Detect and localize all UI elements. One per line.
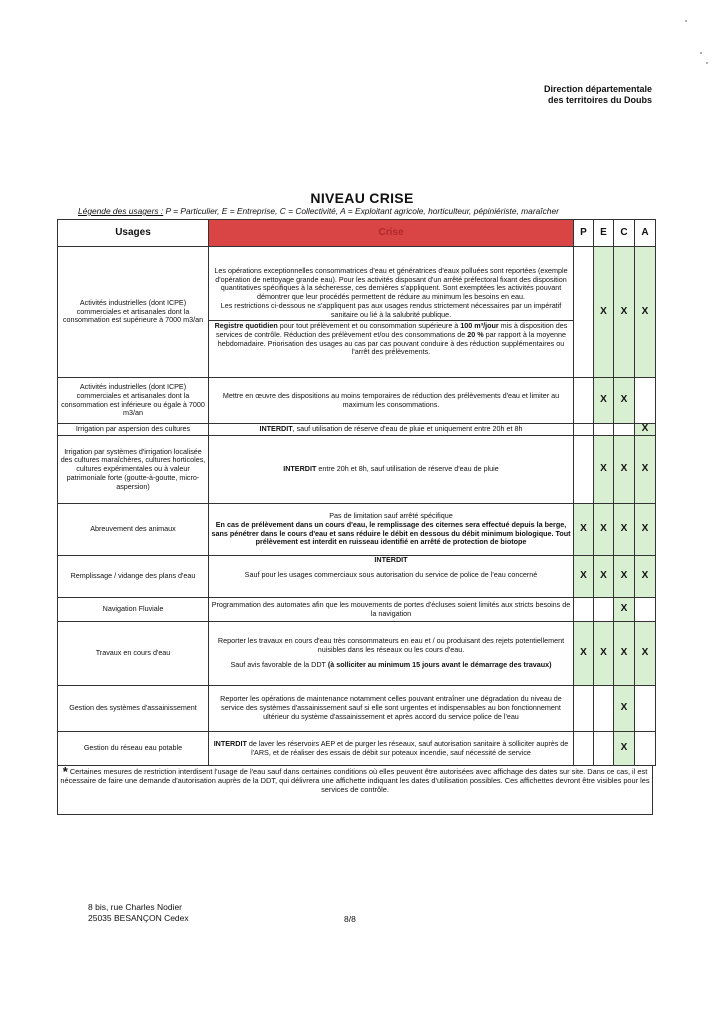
footnote <box>57 765 653 815</box>
mark-c: X <box>614 598 635 622</box>
mark-p <box>574 247 594 378</box>
issuer-line-2: des territoires du Doubs <box>547 95 652 105</box>
mark-c: X <box>614 436 635 504</box>
header-a: A <box>635 220 656 247</box>
usage-cell: Irrigation par aspersion des cultures <box>58 424 209 436</box>
mark-p <box>574 378 594 424</box>
rule-text: par rapport à la moyenne hebdomadaire. Priorisation des usages au cas par cas pouvant conduire à des réduction supplémentaires ou l'arrêt des prélèvements. <box>217 329 566 357</box>
mark-c: X <box>614 247 635 378</box>
rule-bold: 20 % <box>467 329 484 339</box>
usage-cell: Abreuvement des animaux <box>58 504 209 556</box>
rule-text: Les opérations exceptionnelles consommatrices d'eau et génératrices d'eaux polluées sont reportées (exemple d'opération de nettoyage grande eau). Pour les activités disposant d'un arrêté préfectoral fixant des disposition quantitatives spécifiques à la sécheresse, ces dernières s'appliquent. Sont exemptées les activités pouvant démontrer que leur procédés permettent de réduire au minimum les besoins en eau. <box>214 265 568 302</box>
scan-speck <box>706 62 708 64</box>
rule-cell: Programmation des automates afin que les mouvements de portes d'écluses soient limités aux stricts besoins de la navigation <box>209 598 574 622</box>
mark-c: X <box>614 732 635 766</box>
usage-cell: Irrigation par systèmes d'irrigation localisée des cultures maraîchères, cultures horticoles, cultures expérimentales ou à valeur patrimoniale forte (goutte-à-goutte, micro-aspersion) <box>58 436 209 504</box>
rule-bold: INTERDIT <box>213 738 247 748</box>
mark-e: X <box>594 556 614 598</box>
restrictions-table <box>57 219 656 766</box>
mark-p <box>574 424 594 436</box>
mark-e: X <box>594 436 614 504</box>
mark-a: X <box>635 504 656 556</box>
scan-speck <box>700 52 702 54</box>
mark-c <box>614 424 635 436</box>
legend <box>78 206 559 216</box>
mark-p <box>574 732 594 766</box>
mark-e <box>594 424 614 436</box>
header-usages: Usages <box>58 220 209 247</box>
table-row <box>58 424 656 436</box>
mark-e: X <box>594 622 614 686</box>
usage-cell: Gestion des systèmes d'assainissement <box>58 686 209 732</box>
rule-text: Sauf pour les usages commerciaux sous autorisation du service de police de l'eau concerné <box>244 569 538 579</box>
rule-bold: INTERDIT <box>259 424 293 434</box>
usage-cell: Activités industrielles (dont ICPE) commerciales et artisanales dont la consommation est supérieure à 7000 m3/an <box>58 247 209 378</box>
table-row <box>58 247 656 378</box>
table-header-row <box>58 220 656 247</box>
usage-cell: Activités industrielles (dont ICPE) commerciales et artisanales dont la consommation est inférieure ou égale à 7000 m3/an <box>58 378 209 424</box>
mark-e <box>594 732 614 766</box>
page-number: 8/8 <box>344 914 356 924</box>
scan-speck <box>685 20 687 22</box>
issuer-header <box>544 84 652 106</box>
mark-p <box>574 686 594 732</box>
rule-cell <box>209 247 574 378</box>
rule-bold: INTERDIT <box>283 464 317 474</box>
mark-e: X <box>594 378 614 424</box>
table-row <box>58 686 656 732</box>
mark-a: X <box>635 622 656 686</box>
rule-cell: Reporter les opérations de maintenance notamment celles pouvant entraîner une dégradation du niveau de service des systèmes d'assainissement sauf si elle sont urgentes et indispensables au bon fonctionnement ultérieur du système d'assainissement et après accord du service police de l'eau <box>209 686 574 732</box>
mark-e: X <box>594 504 614 556</box>
legend-text: P = Particulier, E = Entreprise, C = Collectivité, A = Exploitant agricole, horticulteur, pépiniériste, maraîcher <box>163 206 559 216</box>
mark-a: X <box>635 424 656 436</box>
rule-text: de laver les réservoirs AEP et de purger les réseaux, sauf autorisation sanitaire à solliciter auprès de l'ARS, et de réaliser des essais de débit sur poteaux incendie, sauf nécessité de service <box>246 738 569 757</box>
table-row <box>58 622 656 686</box>
footnote-text: Certaines mesures de restriction interdisent l'usage de l'eau sauf dans certaines conditions où elles peuvent être autorisées avec affichage des dates sur site. Dans ce cas, il est nécessaire de faire une demande d'autorisation auprès de la DDT, qui délivrera une affichette indiquant les dates d'utilisation possibles. Ces affichettes devront être visibles pour les services de contrôle. <box>60 767 650 794</box>
page-title: NIVEAU CRISE <box>310 190 414 206</box>
mark-c: X <box>614 556 635 598</box>
mark-c: X <box>614 504 635 556</box>
header-p: P <box>574 220 594 247</box>
rule-text: Sauf avis favorable de la DDT <box>230 659 328 669</box>
mark-a <box>635 686 656 732</box>
mark-e: X <box>594 247 614 378</box>
mark-a: X <box>635 247 656 378</box>
mark-p <box>574 436 594 504</box>
header-c: C <box>614 220 635 247</box>
rule-bold: En cas de prélèvement dans un cours d'eau, le remplissage des citernes sera effectué depuis la berge, sans pénétrer dans le cours d'eau et sans réduire le débit en dessous du débit minimum biologique. Tout prélèvement est interdit en ruisseau identifié en arrêté de protection de biotope <box>211 519 571 547</box>
mark-a <box>635 598 656 622</box>
table-row <box>58 598 656 622</box>
table-row <box>58 378 656 424</box>
mark-c: X <box>614 622 635 686</box>
rule-text: pour tout prélèvement et ou consommation supérieure à <box>277 321 461 331</box>
rule-bold: INTERDIT <box>374 555 408 564</box>
rule-text: mis à disposition des services de contrôle. Réduction des prélèvement et/ou des consommations de <box>215 321 568 339</box>
mark-p: X <box>574 622 594 686</box>
rule-text: Pas de limitation sauf arrêté spécifique <box>329 511 453 521</box>
issuer-line-1: Direction départementale <box>543 84 652 94</box>
mark-e <box>594 598 614 622</box>
rule-text: , sauf utilisation de réserve d'eau de pluie et uniquement entre 20h et 8h <box>292 424 523 434</box>
table-row <box>58 732 656 766</box>
rule-cell <box>209 436 574 504</box>
mark-a <box>635 732 656 766</box>
table-row <box>58 504 656 556</box>
usage-cell: Travaux en cours d'eau <box>58 622 209 686</box>
table-row <box>58 556 656 598</box>
rule-cell <box>209 622 574 686</box>
mark-a: X <box>635 436 656 504</box>
header-crise: Crise <box>209 220 574 247</box>
rule-bold: (à solliciter au minimum 15 jours avant le démarrage des travaux) <box>327 659 552 669</box>
address-line-2: 25035 BESANÇON Cedex <box>88 913 189 923</box>
mark-e <box>594 686 614 732</box>
rule-bold: Registre quotidien <box>214 321 278 331</box>
rule-bold: 100 m³/jour <box>460 321 499 331</box>
mark-c: X <box>614 686 635 732</box>
rule-text: Reporter les travaux en cours d'eau très consommateurs en eau et / ou produisant des rejets potentiellement nuisibles dans les réseaux ou les cours d'eau. <box>217 636 565 655</box>
mark-p: X <box>574 504 594 556</box>
address <box>88 902 189 924</box>
mark-a <box>635 378 656 424</box>
rule-cell <box>209 504 574 556</box>
mark-p: X <box>574 556 594 598</box>
usage-cell: Remplissage / vidange des plans d'eau <box>58 556 209 598</box>
mark-c: X <box>614 378 635 424</box>
rule-cell <box>209 732 574 766</box>
usage-cell: Gestion du réseau eau potable <box>58 732 209 766</box>
rule-cell <box>209 556 574 598</box>
rule-text: entre 20h et 8h, sauf utilisation de réserve d'eau de pluie <box>316 464 499 474</box>
address-line-1: 8 bis, rue Charles Nodier <box>88 902 183 912</box>
rule-cell <box>209 424 574 436</box>
legend-label: Légende des usagers : <box>78 206 164 216</box>
header-e: E <box>594 220 614 247</box>
rule-text: Les restrictions ci-dessous ne s'appliquent pas aux usages rendus strictement nécessaires par un impératif sanitaire ou lié à la salubrité publique. <box>220 300 562 319</box>
rule-cell: Mettre en œuvre des dispositions au moins temporaires de réduction des prélèvements d'eau et limiter au maximum les consommations. <box>209 378 574 424</box>
footnote-star: * <box>62 764 68 779</box>
table-row <box>58 436 656 504</box>
usage-cell: Navigation Fluviale <box>58 598 209 622</box>
mark-p <box>574 598 594 622</box>
mark-a: X <box>635 556 656 598</box>
